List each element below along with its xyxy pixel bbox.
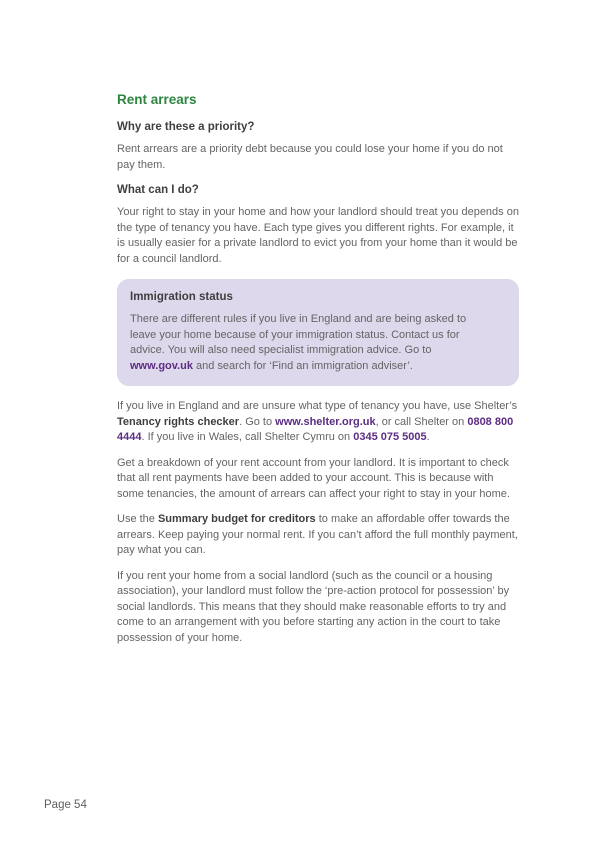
page-title: Rent arrears <box>117 92 197 107</box>
page-content <box>117 92 519 656</box>
callout-paragraph <box>130 312 482 374</box>
inline-link[interactable]: 0808 800 4444 <box>117 415 514 443</box>
section-subheading: What can I do? <box>117 184 199 196</box>
inline-link[interactable]: 0345 075 5005 <box>353 431 427 443</box>
paragraph <box>117 205 519 267</box>
paragraph <box>117 399 519 446</box>
callout-title: Immigration status <box>130 291 233 303</box>
text-run: There are different rules if you live in England and are being asked to leave your home because of your immigration status. Contact us for advice. You will also need specialist immigration advice. Go to <box>130 313 467 356</box>
immigration-status-callout <box>117 279 519 386</box>
paragraph <box>117 456 519 503</box>
bold-text: Tenancy rights checker <box>117 415 240 428</box>
text-run: . Go to <box>239 415 276 428</box>
bold-text: Summary budget for creditors <box>157 513 316 525</box>
text-run: Use the <box>117 513 158 525</box>
text-run: Rent arrears are a priority debt because you could lose your home if you do not pay them. <box>117 143 503 171</box>
paragraph <box>117 569 519 647</box>
section-subheading: Why are these a priority? <box>117 121 255 133</box>
paragraph <box>117 512 519 559</box>
inline-link[interactable]: www.gov.uk <box>130 359 193 372</box>
inline-link[interactable]: www.shelter.org.uk <box>275 415 376 428</box>
paragraph <box>117 142 519 173</box>
sections-container <box>117 120 519 646</box>
text-run: , or call Shelter on <box>375 415 468 428</box>
text-run: If you rent your home from a social landlord (such as the council or a housing association), your landlord must follow the ‘pre-action protocol for possession’ by social landlords. This means that they should make reasonable efforts to try and come to an arrangement with you before starting any action in the court to take possession of your home. <box>117 569 510 644</box>
text-run: . If you live in Wales, call Shelter Cymru on <box>141 431 354 443</box>
text-run: and search for ‘Find an immigration adviser’. <box>192 359 413 372</box>
text-run: If you live in England and are unsure what type of tenancy you have, use Shelter’s <box>117 400 518 412</box>
page-number: Page 54 <box>44 799 87 811</box>
text-run: Get a breakdown of your rent account from your landlord. It is important to check that all rent payments have been added to your account. This is because with some tenancies, the amount of arrears can affect your right to stay in your home. <box>117 456 510 500</box>
text-run: Your right to stay in your home and how your landlord should treat you depends on the type of tenancy you have. Each type gives you different rights. For example, it is usually easier for a private landlord to evict you from your home than it would be for a council landlord. <box>117 206 519 265</box>
text-run: . <box>426 431 430 443</box>
text-run: to make an affordable offer towards the arrears. Keep paying your normal rent. If you can’t afford the full monthly payment, pay what you can. <box>117 513 518 556</box>
